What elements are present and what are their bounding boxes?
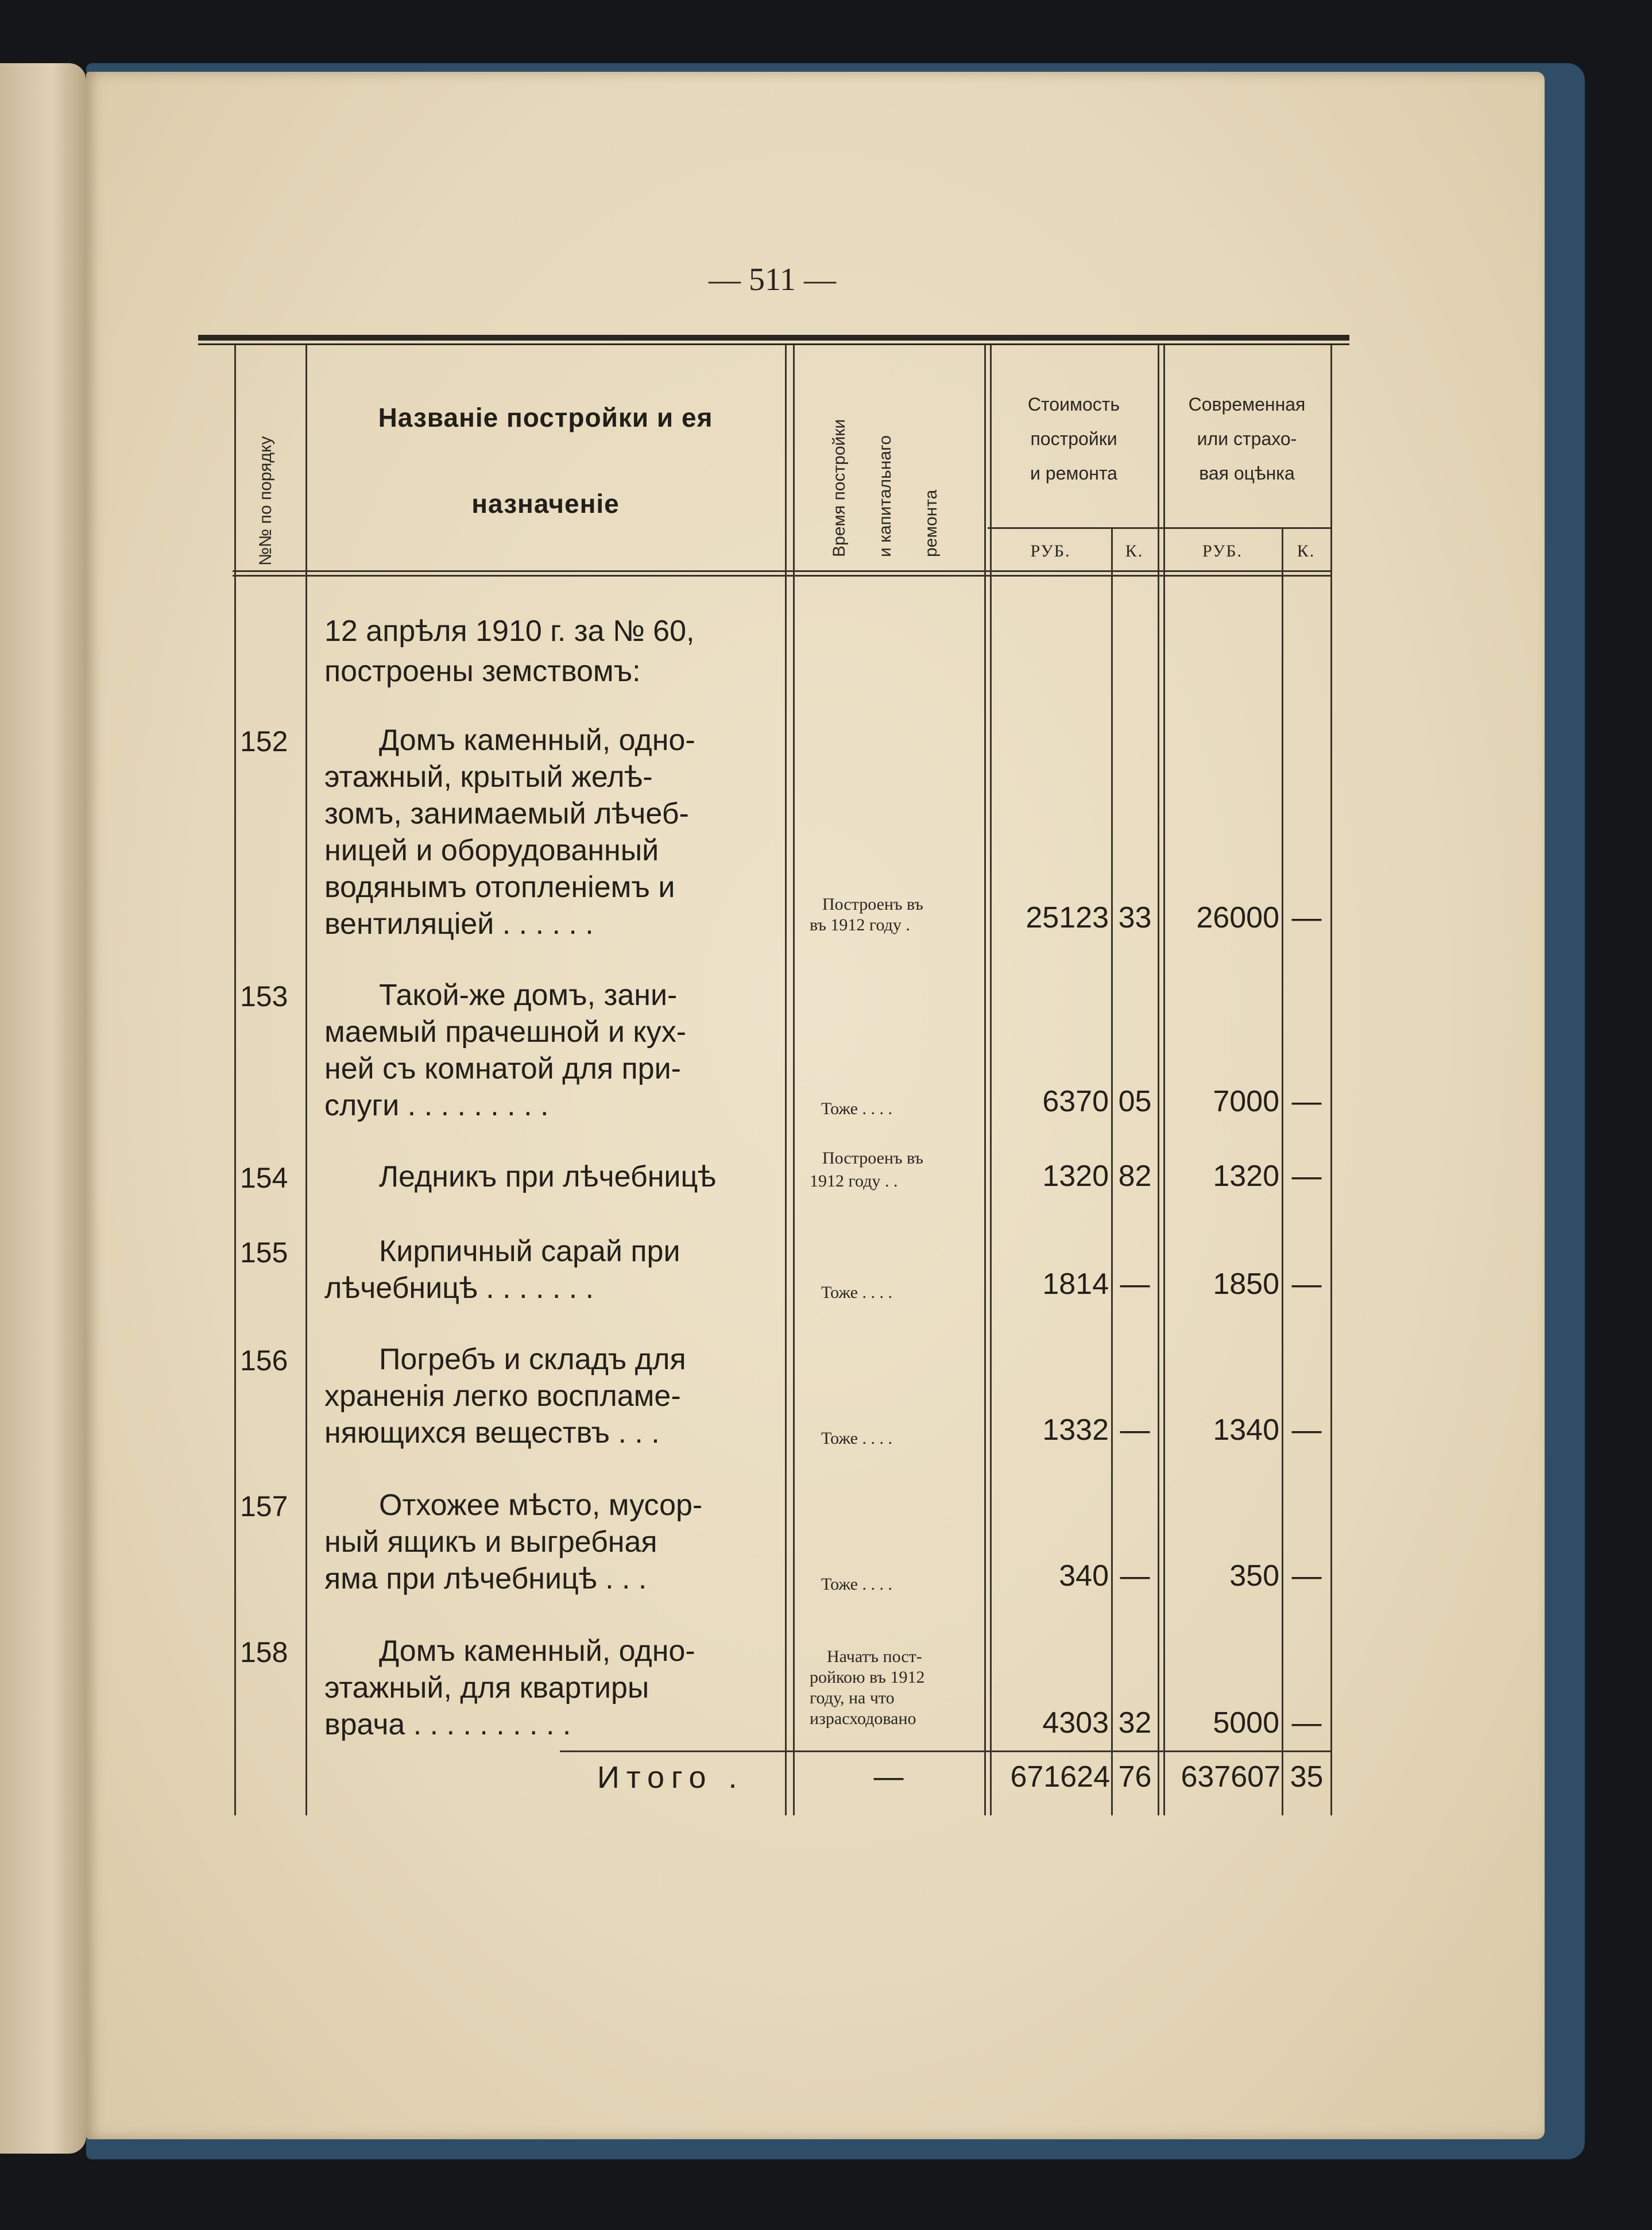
row-153-est-kop: — [1291,1085,1322,1118]
header-est-line3: вая оцѣнка [1199,463,1295,484]
total-est-rub: 637607 [1181,1760,1280,1794]
row-153-name-line: Такой-же домъ, зани- [379,979,678,1012]
row-152-est-kop: — [1291,901,1322,934]
row-158-time: году, на что [810,1688,895,1707]
header-time-line1: Время постройки [830,419,849,557]
row-152-name-line: водянымъ отопленіемъ и [324,871,675,904]
header-est-line2: или страхо- [1197,428,1297,449]
row-156-name-line: Погребъ и складъ для [379,1343,686,1376]
row-152-time: въ 1912 году . [810,915,910,934]
row-157-est-kop: — [1291,1559,1322,1593]
row-158-est-kop: — [1291,1706,1322,1740]
row-152-name-line: этажный, крытый желѣ- [324,760,653,794]
row-157-cost-rub: 340 [1059,1559,1109,1593]
intro-line-1: 12 апрѣля 1910 г. за № 60, [324,614,695,648]
row-156-name-line: няющихся веществъ . . . [324,1416,660,1450]
row-153-est-rub: 7000 [1213,1085,1279,1118]
row-158-time: Начатъ пост- [827,1647,922,1666]
row-155-name-line: Кирпичный сарай при [379,1235,680,1268]
row-155-name-line: лѣчебницѣ . . . . . . . [324,1271,594,1305]
row-158-cost-rub: 4303 [1042,1706,1109,1740]
header-bottom-rule-2 [233,575,1332,577]
total-cost-kop: 76 [1118,1760,1152,1794]
row-157-name-line: Отхожее мѣсто, мусор- [379,1489,703,1522]
col-rule-time-a [984,345,986,1815]
col-rule-cost-a [1158,345,1159,1815]
row-157-est-rub: 350 [1229,1559,1279,1593]
col-rule-right [1330,345,1332,1815]
total-est-kop: 35 [1290,1760,1324,1794]
row-157-name-line: ный ящикъ и выгребная [324,1525,657,1559]
row-152-cost-rub: 25123 [1026,901,1109,934]
row-156-cost-kop: — [1120,1413,1150,1447]
row-155-est-rub: 1850 [1213,1267,1279,1301]
row-157-time: Тоже . . . . [821,1575,892,1594]
total-cost-rub: 671624 [1010,1760,1110,1794]
row-157-name-line: яма при лѣчебницѣ . . . [324,1562,647,1595]
row-154-name-line: Ледникъ при лѣчебницѣ [379,1160,717,1193]
header-cost-line2: постройки [1030,428,1117,449]
row-155-number: 155 [240,1236,288,1269]
col-rule-time-b [990,345,992,1815]
row-152-time: Построенъ въ [822,895,923,914]
header-cost-line1: Стоимость [1027,394,1120,415]
row-152-cost-kop: 33 [1118,901,1152,934]
total-label: Итого . [597,1760,744,1795]
row-152-number: 152 [240,725,288,757]
page-number: — 511 — [709,262,836,297]
row-152-name-line: зомъ, занимаемый лѣчеб- [324,797,689,830]
row-154-cost-kop: 82 [1118,1160,1152,1193]
row-153-number: 153 [240,980,288,1012]
row-153-time: Тоже . . . . [821,1099,892,1118]
row-158-cost-kop: 32 [1118,1706,1152,1740]
total-rule [560,1750,1332,1752]
units-rule [988,527,1332,529]
header-bottom-rule [233,570,1332,572]
row-158-number: 158 [240,1636,288,1668]
row-152-est-rub: 26000 [1196,901,1279,934]
row-156-name-line: храненія легко воспламе- [324,1379,681,1413]
row-156-est-kop: — [1291,1413,1322,1447]
row-154-est-rub: 1320 [1213,1160,1279,1193]
top-rule [198,335,1349,341]
row-156-est-rub: 1340 [1213,1413,1279,1447]
row-155-time: Тоже . . . . [821,1283,892,1302]
header-est-line1: Современная [1188,394,1306,415]
left-page-edge [0,63,86,2154]
row-155-cost-kop: — [1120,1267,1150,1301]
row-158-name-line: врача . . . . . . . . . . [324,1708,571,1741]
col-rule-left [234,345,236,1815]
row-158-time: ройкою въ 1912 [810,1668,925,1687]
row-153-name-line: слуги . . . . . . . . . [324,1089,549,1122]
header-name-line1: Названіе постройки и ея [378,403,713,432]
row-158-name-line: этажный, для квартиры [324,1671,649,1705]
row-154-time: 1912 году . . [810,1172,898,1191]
row-153-cost-kop: 05 [1118,1085,1152,1118]
row-154-cost-rub: 1320 [1042,1160,1109,1193]
col-rule-cost-b [1163,345,1165,1815]
top-rule-thin [198,343,1349,345]
row-152-name-line: Домъ каменный, одно- [379,724,695,757]
row-153-cost-rub: 6370 [1042,1085,1109,1118]
header-cost-kop: К. [1125,542,1144,561]
row-158-est-rub: 5000 [1213,1706,1279,1740]
row-156-time: Тоже . . . . [821,1429,892,1448]
header-est-kop: К. [1297,542,1316,561]
row-155-cost-rub: 1814 [1042,1267,1109,1301]
row-156-cost-rub: 1332 [1042,1413,1109,1447]
header-order: №№ по порядку [256,436,275,566]
row-154-est-kop: — [1291,1160,1322,1193]
row-158-name-line: Домъ каменный, одно- [379,1634,695,1668]
header-cost-line3: и ремонта [1030,463,1117,484]
col-rule-name-b [793,345,795,1815]
col-rule-num [305,345,307,1815]
header-cost-rub: РУБ. [1030,542,1071,561]
intro-line-2: построены земствомъ: [324,655,641,688]
row-157-number: 157 [240,1490,288,1522]
row-158-time: израсходовано [810,1709,916,1728]
col-rule-name-a [785,345,787,1815]
row-153-name-line: ней съ комнатой для при- [324,1052,681,1085]
total-time: — [873,1760,904,1794]
row-155-est-kop: — [1291,1267,1322,1301]
header-name-line2: назначеніе [471,489,620,519]
row-157-cost-kop: — [1120,1559,1150,1593]
row-156-number: 156 [240,1344,288,1377]
row-154-time: Построенъ въ [822,1149,923,1168]
header-time-line2: и капитальнаго [876,435,895,557]
row-152-name-line: ницей и оборудованный [324,834,659,867]
header-time-line3: ремонта [922,489,941,557]
header-est-rub: РУБ. [1202,542,1243,561]
row-152-name-line: вентиляціей . . . . . . [324,907,594,941]
row-153-name-line: маемый прачешной и кух- [324,1015,687,1049]
row-154-number: 154 [240,1162,288,1194]
